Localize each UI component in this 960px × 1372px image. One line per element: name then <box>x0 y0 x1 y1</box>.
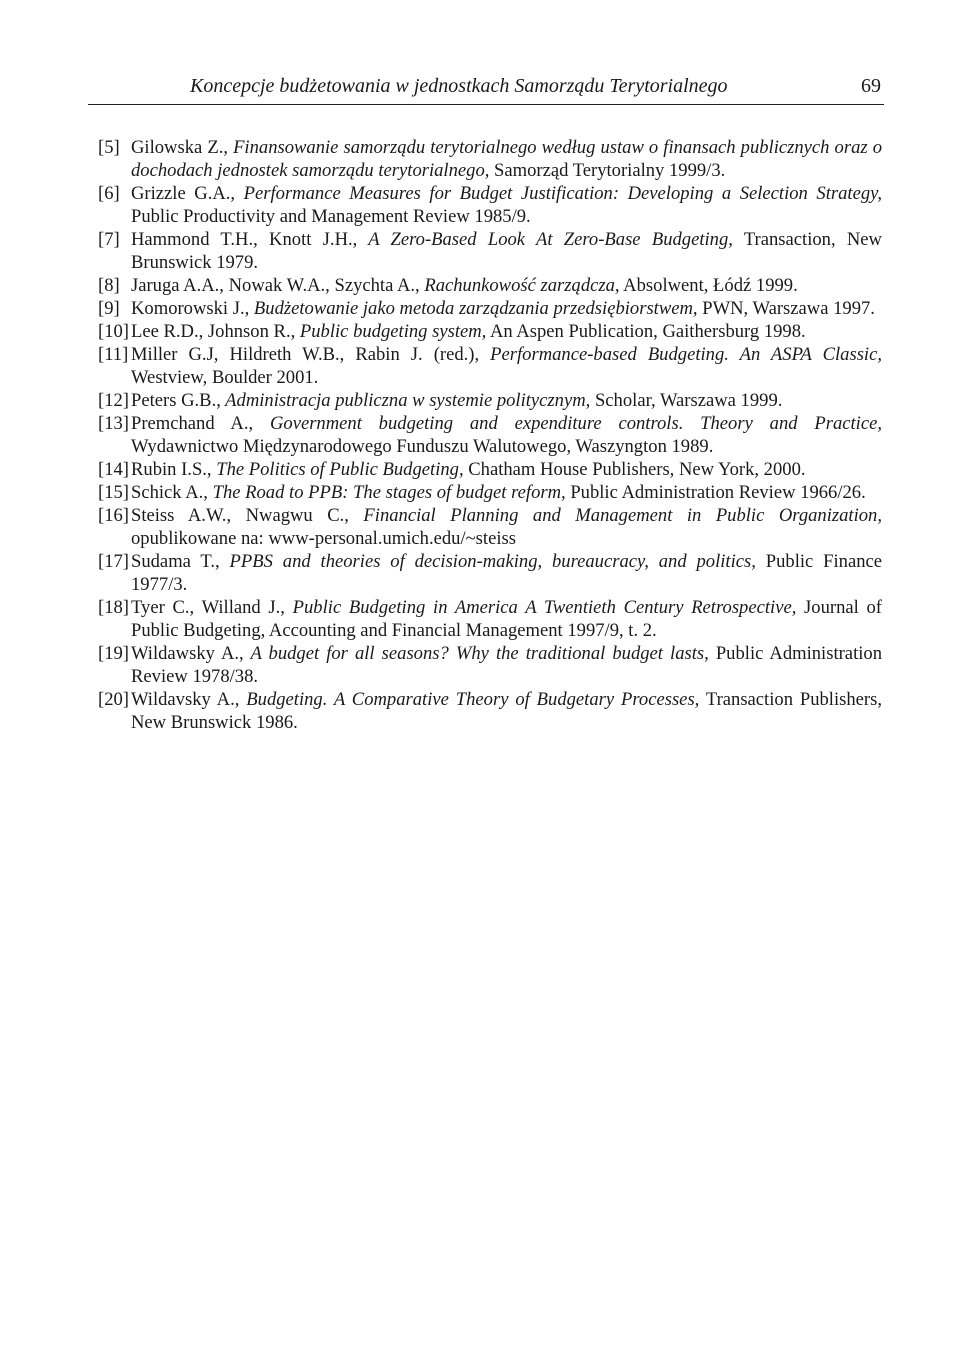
reference-title: Government budgeting and expenditure controls. Theory and Practice, <box>253 413 882 434</box>
reference-author: Wildawsky A., <box>131 643 244 664</box>
reference-author: Rubin I.S., <box>131 459 212 480</box>
reference-title: Performance-based Budgeting. An ASPA Classic, <box>479 344 882 365</box>
reference-number: [16] <box>98 505 129 526</box>
reference-number: [10] <box>98 321 129 342</box>
reference-number: [14] <box>98 459 129 480</box>
reference-number: [19] <box>98 643 129 664</box>
page-number: 69 <box>861 75 881 97</box>
header-divider <box>88 104 884 105</box>
reference-item <box>0 389 960 412</box>
reference-number: [15] <box>98 482 129 503</box>
reference-item <box>0 481 960 504</box>
reference-item <box>0 274 960 297</box>
reference-item <box>0 136 960 182</box>
reference-author: Premchand A., <box>131 413 254 434</box>
reference-item <box>0 596 960 642</box>
reference-title: The Politics of Public Budgeting, <box>211 459 464 480</box>
reference-item <box>0 297 960 320</box>
reference-author: Hammond T.H., Knott J.H., <box>131 229 358 250</box>
reference-number: [20] <box>98 689 129 710</box>
reference-author: Miller G.J, Hildreth W.B., Rabin J. (red.), <box>131 344 480 365</box>
reference-item <box>0 182 960 228</box>
reference-author: Komorowski J., <box>131 298 250 319</box>
reference-item <box>0 228 960 274</box>
reference-title: Budżetowanie jako metoda zarządzania przedsiębiorstwem, <box>249 298 698 319</box>
reference-title: Administracja publiczna w systemie politycznym, <box>220 390 591 411</box>
reference-item <box>0 412 960 458</box>
reference-details: Chatham House Publishers, New York, 2000. <box>463 459 806 480</box>
running-title: Koncepcje budżetowania w jednostkach Samorządu Terytorialnego <box>190 75 728 97</box>
reference-details: Wydawnictwo Międzynarodowego Funduszu Walutowego, Waszyngton 1989. <box>131 436 714 457</box>
reference-details: Public Administration Review 1966/26. <box>565 482 866 503</box>
reference-item <box>0 320 960 343</box>
reference-author: Grizzle G.A., <box>131 183 236 204</box>
reference-number: [13] <box>98 413 129 434</box>
running-header <box>88 70 883 102</box>
reference-title: Performance Measures for Budget Justification: Developing a Selection Strategy, <box>235 183 882 204</box>
reference-author: Tyer C., Willand J., <box>131 597 285 618</box>
reference-item <box>0 458 960 481</box>
reference-number: [9] <box>98 298 120 319</box>
reference-author: Wildavsky A., <box>131 689 240 710</box>
reference-title: The Road to PPB: The stages of budget reform, <box>207 482 566 503</box>
reference-author: Lee R.D., Johnson R., <box>131 321 296 342</box>
reference-number: [8] <box>98 275 120 296</box>
reference-number: [5] <box>98 137 120 158</box>
reference-details: Samorząd Terytorialny 1999/3. <box>489 160 726 181</box>
reference-author: Schick A., <box>131 482 208 503</box>
reference-details: An Aspen Publication, Gaithersburg 1998. <box>486 321 806 342</box>
reference-number: [7] <box>98 229 120 250</box>
reference-details: Public Administration Review 1978/38. <box>131 643 882 687</box>
reference-number: [12] <box>98 390 129 411</box>
reference-title: Public Budgeting in America A Twentieth Century Retrospective, <box>284 597 797 618</box>
reference-title: Rachunkowość zarządcza, <box>419 275 620 296</box>
reference-details: PWN, Warszawa 1997. <box>697 298 875 319</box>
reference-title: Budgeting. A Comparative Theory of Budgetary Processes, <box>239 689 700 710</box>
reference-details: opublikowane na: www-personal.umich.edu/~steiss <box>131 528 516 549</box>
reference-details: Transaction Publishers, New Brunswick 1986. <box>131 689 882 733</box>
reference-author: Jaruga A.A., Nowak W.A., Szychta A., <box>131 275 420 296</box>
reference-number: [18] <box>98 597 129 618</box>
reference-title: Public budgeting system, <box>295 321 487 342</box>
reference-details: Westview, Boulder 2001. <box>131 367 319 388</box>
reference-item <box>0 550 960 596</box>
reference-number: [11] <box>98 344 129 365</box>
reference-author: Gilowska Z., <box>131 137 228 158</box>
reference-number: [17] <box>98 551 129 572</box>
reference-title: A budget for all seasons? Why the traditional budget lasts, <box>243 643 709 664</box>
reference-item <box>0 688 960 734</box>
reference-item <box>0 504 960 550</box>
reference-author: Peters G.B., <box>131 390 221 411</box>
reference-details: Transaction, New Brunswick 1979. <box>131 229 882 273</box>
reference-item <box>0 642 960 688</box>
reference-details: Public Finance 1977/3. <box>131 551 882 595</box>
reference-details: Absolwent, Łódź 1999. <box>619 275 798 296</box>
reference-author: Steiss A.W., Nwagwu C., <box>131 505 349 526</box>
reference-title: Finansowanie samorządu terytorialnego według ustaw o finansach publicznych oraz o dochodach jednostek samorządu terytorialnego, <box>131 137 882 181</box>
reference-title: PPBS and theories of decision-making, bureaucracy, and politics, <box>219 551 756 572</box>
reference-item <box>0 343 960 389</box>
reference-author: Sudama T., <box>131 551 220 572</box>
reference-details: Public Productivity and Management Review 1985/9. <box>131 206 531 227</box>
reference-list <box>0 136 960 734</box>
reference-number: [6] <box>98 183 120 204</box>
reference-details: Scholar, Warszawa 1999. <box>590 390 783 411</box>
reference-title: Financial Planning and Management in Public Organization, <box>348 505 882 526</box>
reference-title: A Zero-Based Look At Zero-Base Budgeting, <box>357 229 733 250</box>
reference-details: Journal of Public Budgeting, Accounting and Financial Management 1997/9, t. 2. <box>131 597 882 641</box>
